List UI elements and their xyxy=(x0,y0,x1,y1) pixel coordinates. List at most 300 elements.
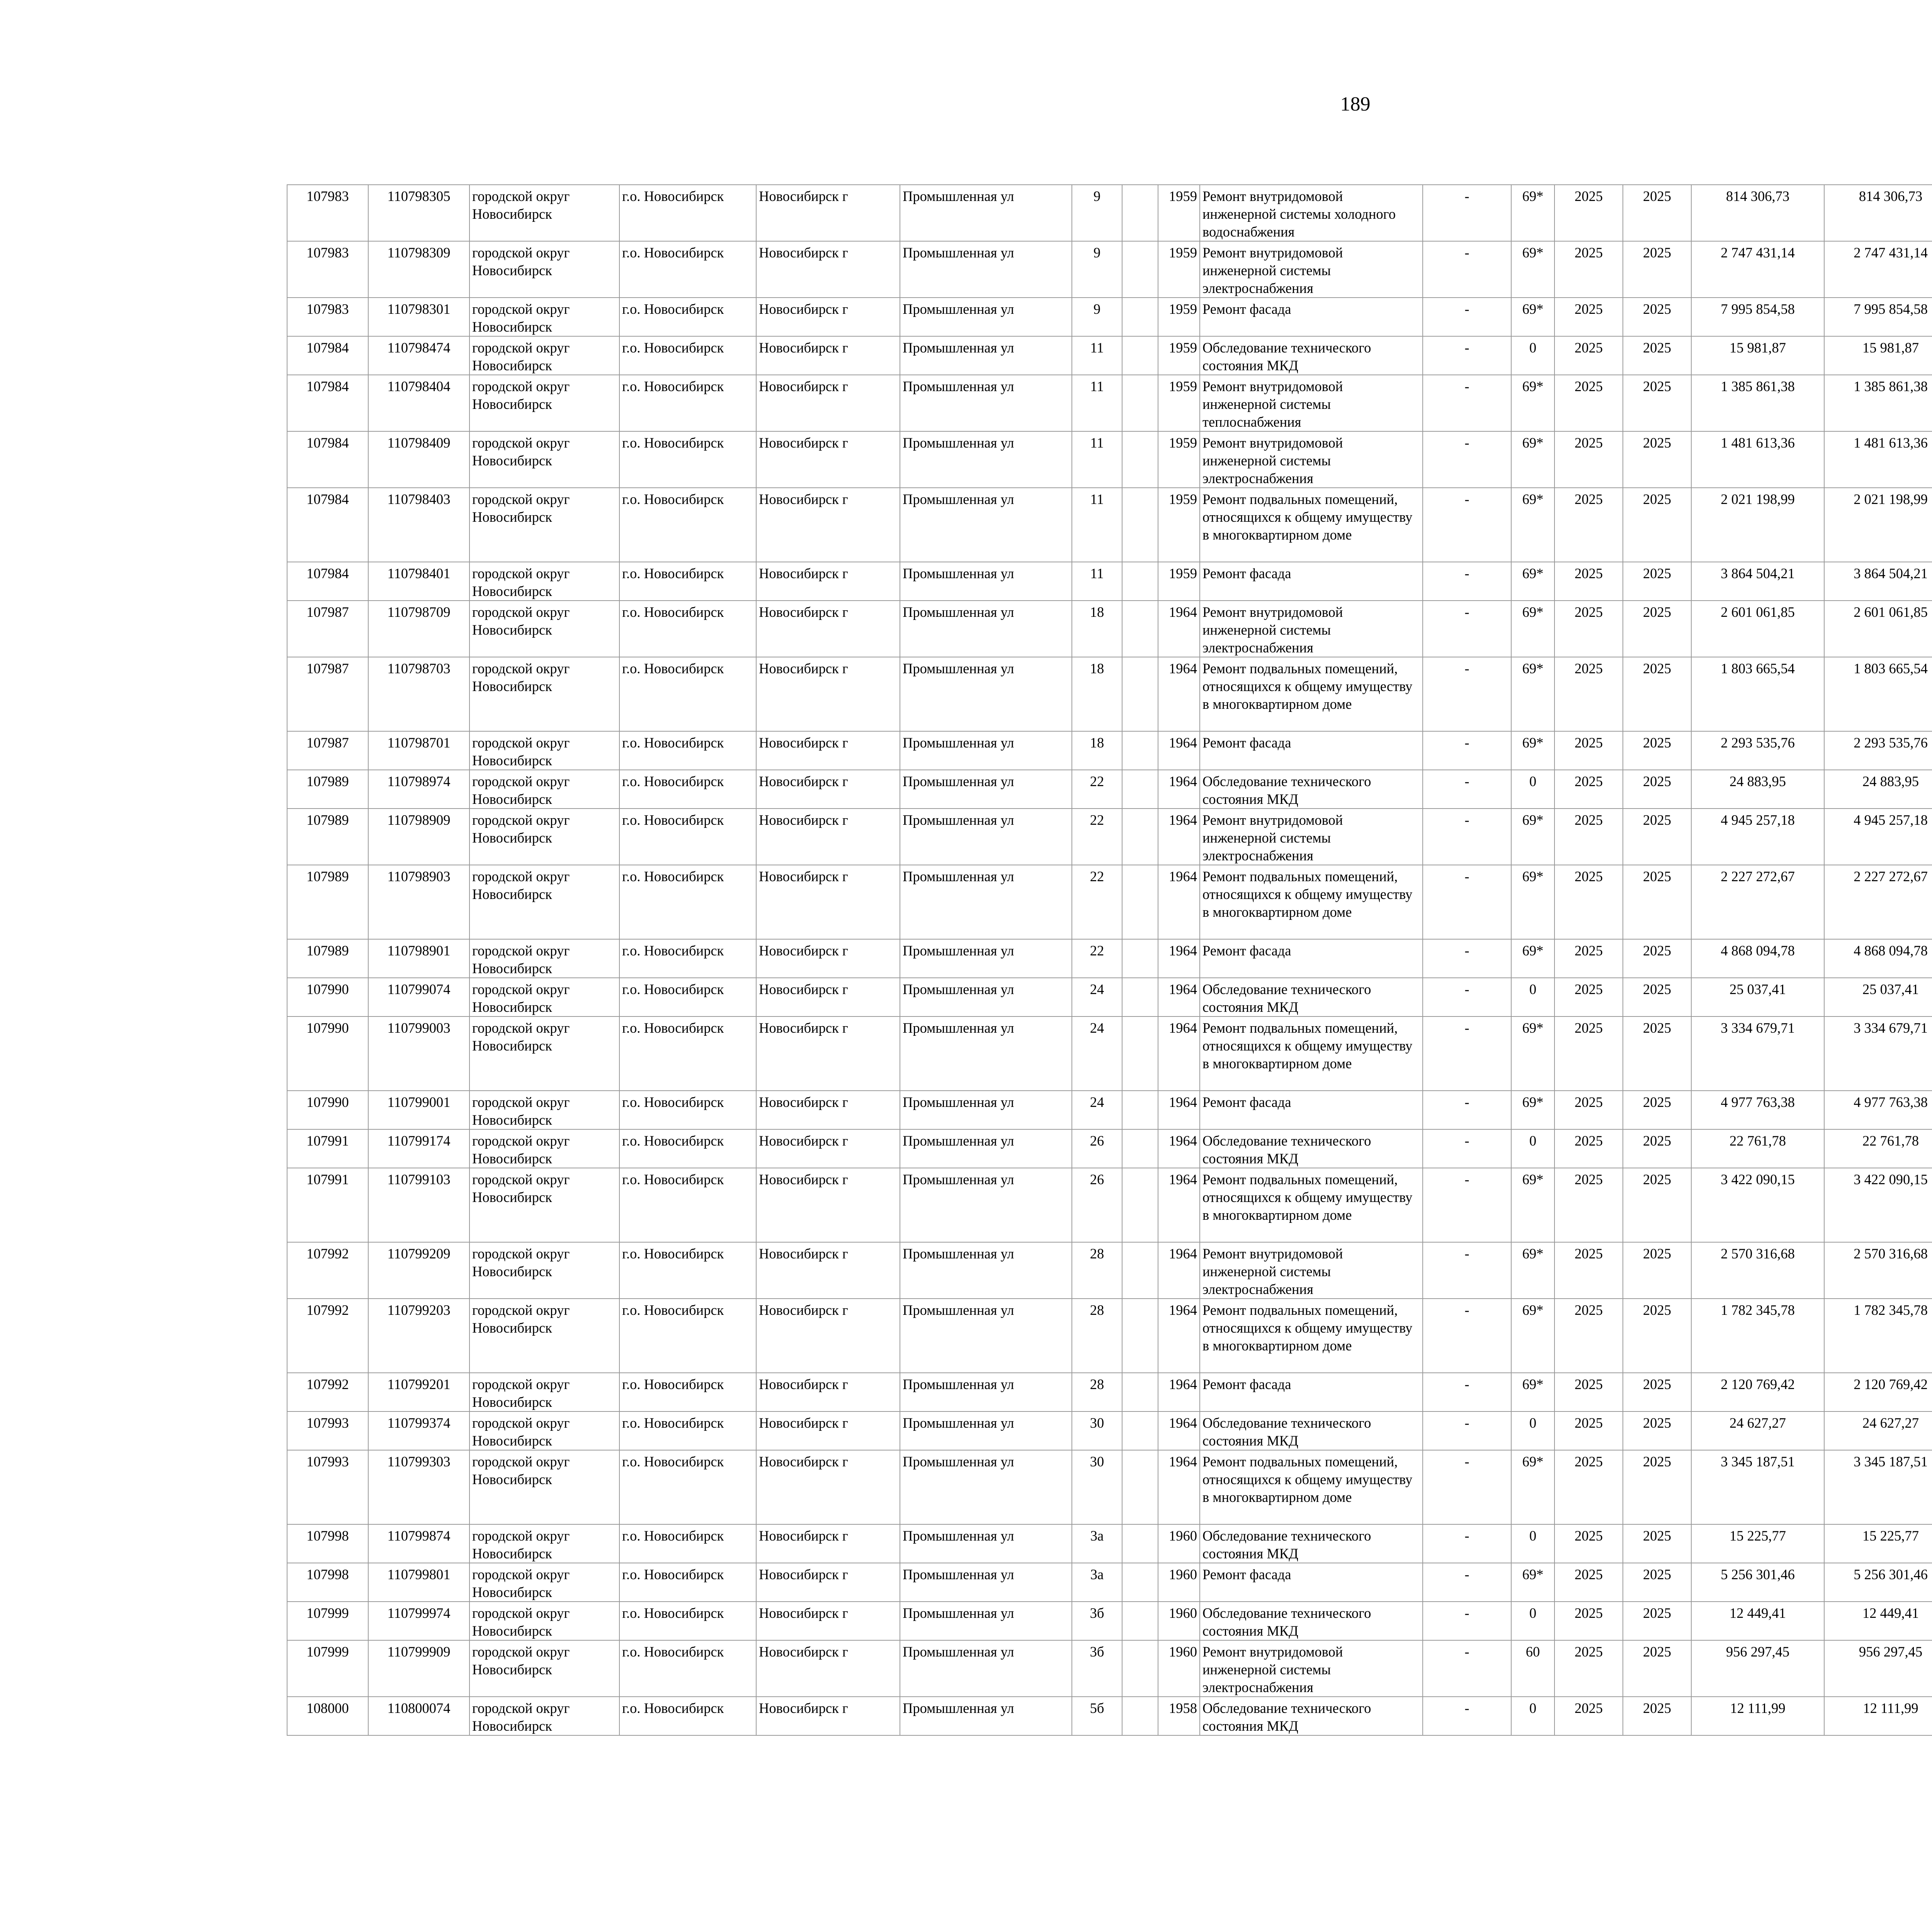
cell-municipality: городской округ Новосибирск xyxy=(469,1168,619,1242)
table-row xyxy=(287,601,1932,657)
cell-id: 107998 xyxy=(287,1563,368,1602)
cell-col-dash: - xyxy=(1423,185,1511,241)
cell-plan-year-start: 2025 xyxy=(1554,1450,1623,1524)
cell-plan-year-end: 2025 xyxy=(1623,1563,1691,1602)
cell-col-dash: - xyxy=(1423,1697,1511,1735)
cell-id: 107989 xyxy=(287,939,368,978)
cell-municipality: городской округ Новосибирск xyxy=(469,809,619,865)
table-row xyxy=(287,1450,1932,1524)
cell-building xyxy=(1122,1299,1158,1373)
cell-work-type: Ремонт внутридомовой инженерной системы электроснабжения xyxy=(1200,1640,1423,1697)
cell-plan-year-start: 2025 xyxy=(1554,1640,1623,1697)
cell-total-cost: 956 297,45 xyxy=(1691,1640,1824,1697)
cell-fund-cost: 24 627,27 xyxy=(1824,1411,1932,1450)
cell-house-number: 5б xyxy=(1072,1697,1122,1735)
cell-year-built: 1959 xyxy=(1158,241,1200,298)
cell-plan-year-start: 2025 xyxy=(1554,939,1623,978)
table-row xyxy=(287,1242,1932,1299)
cell-work-type: Ремонт фасада xyxy=(1200,1091,1423,1129)
cell-building xyxy=(1122,731,1158,770)
cell-street: Промышленная ул xyxy=(900,1640,1072,1697)
cell-year-built: 1959 xyxy=(1158,336,1200,375)
cell-plan-year-end: 2025 xyxy=(1623,488,1691,562)
cell-id: 107990 xyxy=(287,1016,368,1091)
table-row xyxy=(287,1563,1932,1602)
cell-year-built: 1960 xyxy=(1158,1640,1200,1697)
cell-municipality: городской округ Новосибирск xyxy=(469,185,619,241)
cell-fund-cost: 5 256 301,46 xyxy=(1824,1563,1932,1602)
cell-street: Промышленная ул xyxy=(900,336,1072,375)
cell-code: 110798301 xyxy=(368,298,469,336)
cell-house-number: 24 xyxy=(1072,978,1122,1016)
cell-work-type: Ремонт внутридомовой инженерной системы электроснабжения xyxy=(1200,809,1423,865)
cell-wear-percent: 69* xyxy=(1511,1563,1554,1602)
cell-year-built: 1960 xyxy=(1158,1602,1200,1640)
cell-building xyxy=(1122,185,1158,241)
cell-id: 107991 xyxy=(287,1129,368,1168)
cell-wear-percent: 69* xyxy=(1511,865,1554,939)
cell-street: Промышленная ул xyxy=(900,488,1072,562)
cell-work-type: Ремонт подвальных помещений, относящихся к общему имуществу в многоквартирном доме xyxy=(1200,488,1423,562)
cell-fund-cost: 4 977 763,38 xyxy=(1824,1091,1932,1129)
cell-work-type: Ремонт внутридомовой инженерной системы электроснабжения xyxy=(1200,601,1423,657)
cell-total-cost: 24 627,27 xyxy=(1691,1411,1824,1450)
cell-work-type: Ремонт подвальных помещений, относящихся к общему имуществу в многоквартирном доме xyxy=(1200,1450,1423,1524)
cell-wear-percent: 0 xyxy=(1511,978,1554,1016)
cell-wear-percent: 69* xyxy=(1511,431,1554,488)
cell-total-cost: 5 256 301,46 xyxy=(1691,1563,1824,1602)
cell-building xyxy=(1122,562,1158,601)
cell-work-type: Ремонт подвальных помещений, относящихся к общему имуществу в многоквартирном доме xyxy=(1200,1168,1423,1242)
cell-plan-year-end: 2025 xyxy=(1623,431,1691,488)
cell-wear-percent: 69* xyxy=(1511,601,1554,657)
cell-house-number: 18 xyxy=(1072,731,1122,770)
cell-fund-cost: 4 945 257,18 xyxy=(1824,809,1932,865)
cell-total-cost: 2 747 431,14 xyxy=(1691,241,1824,298)
cell-year-built: 1964 xyxy=(1158,1299,1200,1373)
cell-wear-percent: 0 xyxy=(1511,770,1554,809)
cell-fund-cost: 24 883,95 xyxy=(1824,770,1932,809)
cell-building xyxy=(1122,1697,1158,1735)
cell-street: Промышленная ул xyxy=(900,1697,1072,1735)
cell-municipal-district: г.о. Новосибирск xyxy=(619,939,756,978)
cell-building xyxy=(1122,978,1158,1016)
cell-id: 107984 xyxy=(287,562,368,601)
cell-plan-year-start: 2025 xyxy=(1554,1602,1623,1640)
cell-fund-cost: 2 227 272,67 xyxy=(1824,865,1932,939)
cell-code: 110799909 xyxy=(368,1640,469,1697)
cell-municipal-district: г.о. Новосибирск xyxy=(619,1299,756,1373)
cell-fund-cost: 7 995 854,58 xyxy=(1824,298,1932,336)
cell-work-type: Ремонт подвальных помещений, относящихся к общему имуществу в многоквартирном доме xyxy=(1200,1016,1423,1091)
cell-municipal-district: г.о. Новосибирск xyxy=(619,601,756,657)
cell-locality: Новосибирск г xyxy=(756,336,900,375)
cell-id: 107984 xyxy=(287,375,368,431)
cell-total-cost: 4 977 763,38 xyxy=(1691,1091,1824,1129)
cell-total-cost: 12 449,41 xyxy=(1691,1602,1824,1640)
cell-street: Промышленная ул xyxy=(900,185,1072,241)
cell-fund-cost: 2 120 769,42 xyxy=(1824,1373,1932,1411)
table-row xyxy=(287,1373,1932,1411)
table-row xyxy=(287,657,1932,731)
cell-municipality: городской округ Новосибирск xyxy=(469,770,619,809)
cell-total-cost: 2 021 198,99 xyxy=(1691,488,1824,562)
cell-work-type: Обследование технического состояния МКД xyxy=(1200,770,1423,809)
cell-building xyxy=(1122,336,1158,375)
cell-locality: Новосибирск г xyxy=(756,488,900,562)
cell-id: 107987 xyxy=(287,601,368,657)
cell-total-cost: 1 385 861,38 xyxy=(1691,375,1824,431)
cell-street: Промышленная ул xyxy=(900,1016,1072,1091)
cell-code: 110798409 xyxy=(368,431,469,488)
cell-plan-year-end: 2025 xyxy=(1623,601,1691,657)
cell-total-cost: 7 995 854,58 xyxy=(1691,298,1824,336)
cell-fund-cost: 956 297,45 xyxy=(1824,1640,1932,1697)
cell-municipal-district: г.о. Новосибирск xyxy=(619,1411,756,1450)
table-row xyxy=(287,1640,1932,1697)
cell-id: 107992 xyxy=(287,1299,368,1373)
cell-wear-percent: 69* xyxy=(1511,1091,1554,1129)
cell-house-number: 3б xyxy=(1072,1602,1122,1640)
cell-street: Промышленная ул xyxy=(900,1373,1072,1411)
cell-locality: Новосибирск г xyxy=(756,1129,900,1168)
table-row xyxy=(287,1411,1932,1450)
cell-locality: Новосибирск г xyxy=(756,1091,900,1129)
cell-locality: Новосибирск г xyxy=(756,1524,900,1563)
cell-wear-percent: 69* xyxy=(1511,241,1554,298)
cell-fund-cost: 25 037,41 xyxy=(1824,978,1932,1016)
cell-house-number: 26 xyxy=(1072,1129,1122,1168)
cell-id: 107993 xyxy=(287,1411,368,1450)
cell-municipality: городской округ Новосибирск xyxy=(469,336,619,375)
cell-municipality: городской округ Новосибирск xyxy=(469,1524,619,1563)
cell-col-dash: - xyxy=(1423,1640,1511,1697)
cell-work-type: Ремонт внутридомовой инженерной системы холодного водоснабжения xyxy=(1200,185,1423,241)
cell-locality: Новосибирск г xyxy=(756,431,900,488)
cell-fund-cost: 1 782 345,78 xyxy=(1824,1299,1932,1373)
cell-year-built: 1959 xyxy=(1158,375,1200,431)
cell-code: 110798701 xyxy=(368,731,469,770)
cell-street: Промышленная ул xyxy=(900,657,1072,731)
cell-locality: Новосибирск г xyxy=(756,1168,900,1242)
cell-fund-cost: 814 306,73 xyxy=(1824,185,1932,241)
cell-id: 107999 xyxy=(287,1640,368,1697)
cell-plan-year-start: 2025 xyxy=(1554,185,1623,241)
cell-wear-percent: 69* xyxy=(1511,1450,1554,1524)
cell-wear-percent: 0 xyxy=(1511,336,1554,375)
cell-locality: Новосибирск г xyxy=(756,865,900,939)
cell-col-dash: - xyxy=(1423,865,1511,939)
cell-municipality: городской округ Новосибирск xyxy=(469,562,619,601)
cell-col-dash: - xyxy=(1423,1411,1511,1450)
cell-building xyxy=(1122,1524,1158,1563)
cell-building xyxy=(1122,1640,1158,1697)
cell-code: 110799209 xyxy=(368,1242,469,1299)
cell-work-type: Обследование технического состояния МКД xyxy=(1200,978,1423,1016)
cell-building xyxy=(1122,865,1158,939)
cell-plan-year-start: 2025 xyxy=(1554,1373,1623,1411)
cell-municipality: городской округ Новосибирск xyxy=(469,488,619,562)
cell-fund-cost: 2 747 431,14 xyxy=(1824,241,1932,298)
cell-id: 107984 xyxy=(287,336,368,375)
cell-year-built: 1964 xyxy=(1158,1091,1200,1129)
cell-col-dash: - xyxy=(1423,1299,1511,1373)
cell-plan-year-start: 2025 xyxy=(1554,865,1623,939)
cell-locality: Новосибирск г xyxy=(756,1411,900,1450)
cell-house-number: 28 xyxy=(1072,1242,1122,1299)
cell-fund-cost: 2 293 535,76 xyxy=(1824,731,1932,770)
cell-year-built: 1964 xyxy=(1158,1450,1200,1524)
cell-year-built: 1964 xyxy=(1158,1129,1200,1168)
cell-work-type: Ремонт фасада xyxy=(1200,562,1423,601)
cell-municipal-district: г.о. Новосибирск xyxy=(619,1563,756,1602)
cell-work-type: Обследование технического состояния МКД xyxy=(1200,1524,1423,1563)
cell-work-type: Ремонт внутридомовой инженерной системы теплоснабжения xyxy=(1200,375,1423,431)
cell-street: Промышленная ул xyxy=(900,731,1072,770)
cell-col-dash: - xyxy=(1423,1242,1511,1299)
cell-plan-year-end: 2025 xyxy=(1623,1411,1691,1450)
cell-wear-percent: 69* xyxy=(1511,1373,1554,1411)
cell-municipal-district: г.о. Новосибирск xyxy=(619,1129,756,1168)
cell-total-cost: 2 120 769,42 xyxy=(1691,1373,1824,1411)
cell-fund-cost: 2 601 061,85 xyxy=(1824,601,1932,657)
cell-street: Промышленная ул xyxy=(900,1242,1072,1299)
table-row xyxy=(287,241,1932,298)
table-row xyxy=(287,1016,1932,1091)
cell-building xyxy=(1122,298,1158,336)
cell-street: Промышленная ул xyxy=(900,865,1072,939)
cell-building xyxy=(1122,601,1158,657)
cell-plan-year-end: 2025 xyxy=(1623,1299,1691,1373)
cell-municipal-district: г.о. Новосибирск xyxy=(619,657,756,731)
cell-plan-year-end: 2025 xyxy=(1623,770,1691,809)
cell-municipal-district: г.о. Новосибирск xyxy=(619,241,756,298)
cell-building xyxy=(1122,657,1158,731)
cell-municipal-district: г.о. Новосибирск xyxy=(619,1091,756,1129)
cell-building xyxy=(1122,939,1158,978)
cell-municipality: городской округ Новосибирск xyxy=(469,1411,619,1450)
cell-locality: Новосибирск г xyxy=(756,939,900,978)
table-row xyxy=(287,1524,1932,1563)
cell-locality: Новосибирск г xyxy=(756,978,900,1016)
cell-plan-year-start: 2025 xyxy=(1554,241,1623,298)
cell-code: 110799201 xyxy=(368,1373,469,1411)
table-row xyxy=(287,1602,1932,1640)
cell-house-number: 22 xyxy=(1072,865,1122,939)
cell-code: 110799103 xyxy=(368,1168,469,1242)
cell-street: Промышленная ул xyxy=(900,1563,1072,1602)
cell-building xyxy=(1122,809,1158,865)
cell-plan-year-end: 2025 xyxy=(1623,562,1691,601)
cell-wear-percent: 0 xyxy=(1511,1524,1554,1563)
cell-year-built: 1958 xyxy=(1158,1697,1200,1735)
cell-municipality: городской округ Новосибирск xyxy=(469,601,619,657)
cell-total-cost: 15 981,87 xyxy=(1691,336,1824,375)
cell-house-number: 3а xyxy=(1072,1524,1122,1563)
cell-house-number: 11 xyxy=(1072,562,1122,601)
table-row xyxy=(287,1697,1932,1735)
cell-municipality: городской округ Новосибирск xyxy=(469,1602,619,1640)
cell-municipality: городской округ Новосибирск xyxy=(469,1016,619,1091)
cell-wear-percent: 69* xyxy=(1511,488,1554,562)
cell-street: Промышленная ул xyxy=(900,562,1072,601)
cell-wear-percent: 69* xyxy=(1511,731,1554,770)
cell-locality: Новосибирск г xyxy=(756,1602,900,1640)
cell-year-built: 1964 xyxy=(1158,657,1200,731)
cell-street: Промышленная ул xyxy=(900,1411,1072,1450)
cell-work-type: Ремонт фасада xyxy=(1200,939,1423,978)
cell-plan-year-end: 2025 xyxy=(1623,1242,1691,1299)
cell-street: Промышленная ул xyxy=(900,375,1072,431)
cell-fund-cost: 3 334 679,71 xyxy=(1824,1016,1932,1091)
cell-street: Промышленная ул xyxy=(900,1091,1072,1129)
cell-fund-cost: 12 111,99 xyxy=(1824,1697,1932,1735)
cell-col-dash: - xyxy=(1423,731,1511,770)
cell-id: 107987 xyxy=(287,731,368,770)
cell-municipality: городской округ Новосибирск xyxy=(469,1129,619,1168)
cell-plan-year-start: 2025 xyxy=(1554,978,1623,1016)
cell-municipality: городской округ Новосибирск xyxy=(469,1563,619,1602)
cell-plan-year-start: 2025 xyxy=(1554,431,1623,488)
capital-repair-table xyxy=(287,184,1932,1736)
cell-total-cost: 3 864 504,21 xyxy=(1691,562,1824,601)
cell-plan-year-start: 2025 xyxy=(1554,1697,1623,1735)
cell-total-cost: 22 761,78 xyxy=(1691,1129,1824,1168)
cell-plan-year-start: 2025 xyxy=(1554,770,1623,809)
cell-col-dash: - xyxy=(1423,978,1511,1016)
cell-locality: Новосибирск г xyxy=(756,1242,900,1299)
cell-code: 110798474 xyxy=(368,336,469,375)
cell-house-number: 26 xyxy=(1072,1168,1122,1242)
cell-wear-percent: 69* xyxy=(1511,298,1554,336)
cell-plan-year-end: 2025 xyxy=(1623,657,1691,731)
cell-col-dash: - xyxy=(1423,770,1511,809)
cell-code: 110798909 xyxy=(368,809,469,865)
table-row xyxy=(287,375,1932,431)
cell-municipality: городской округ Новосибирск xyxy=(469,731,619,770)
cell-col-dash: - xyxy=(1423,1168,1511,1242)
cell-year-built: 1964 xyxy=(1158,1242,1200,1299)
cell-municipal-district: г.о. Новосибирск xyxy=(619,431,756,488)
cell-plan-year-start: 2025 xyxy=(1554,562,1623,601)
cell-total-cost: 2 570 316,68 xyxy=(1691,1242,1824,1299)
cell-municipality: городской округ Новосибирск xyxy=(469,1299,619,1373)
cell-municipality: городской округ Новосибирск xyxy=(469,431,619,488)
cell-street: Промышленная ул xyxy=(900,1450,1072,1524)
cell-locality: Новосибирск г xyxy=(756,1373,900,1411)
cell-wear-percent: 69* xyxy=(1511,562,1554,601)
cell-house-number: 11 xyxy=(1072,336,1122,375)
cell-municipal-district: г.о. Новосибирск xyxy=(619,375,756,431)
cell-fund-cost: 12 449,41 xyxy=(1824,1602,1932,1640)
cell-plan-year-end: 2025 xyxy=(1623,1129,1691,1168)
cell-plan-year-start: 2025 xyxy=(1554,1524,1623,1563)
cell-street: Промышленная ул xyxy=(900,1168,1072,1242)
table-row xyxy=(287,185,1932,241)
cell-id: 107983 xyxy=(287,241,368,298)
cell-street: Промышленная ул xyxy=(900,601,1072,657)
cell-locality: Новосибирск г xyxy=(756,809,900,865)
cell-municipality: городской округ Новосибирск xyxy=(469,375,619,431)
cell-plan-year-end: 2025 xyxy=(1623,939,1691,978)
cell-house-number: 11 xyxy=(1072,375,1122,431)
cell-municipal-district: г.о. Новосибирск xyxy=(619,1450,756,1524)
cell-plan-year-start: 2025 xyxy=(1554,809,1623,865)
cell-building xyxy=(1122,1411,1158,1450)
cell-plan-year-start: 2025 xyxy=(1554,601,1623,657)
cell-municipal-district: г.о. Новосибирск xyxy=(619,978,756,1016)
cell-work-type: Ремонт внутридомовой инженерной системы электроснабжения xyxy=(1200,1242,1423,1299)
cell-locality: Новосибирск г xyxy=(756,1450,900,1524)
table-row xyxy=(287,431,1932,488)
cell-code: 110799801 xyxy=(368,1563,469,1602)
cell-year-built: 1964 xyxy=(1158,1373,1200,1411)
cell-plan-year-start: 2025 xyxy=(1554,1016,1623,1091)
cell-building xyxy=(1122,375,1158,431)
cell-municipal-district: г.о. Новосибирск xyxy=(619,562,756,601)
cell-house-number: 9 xyxy=(1072,241,1122,298)
cell-street: Промышленная ул xyxy=(900,1129,1072,1168)
table-row xyxy=(287,731,1932,770)
cell-code: 110800074 xyxy=(368,1697,469,1735)
cell-plan-year-end: 2025 xyxy=(1623,1373,1691,1411)
cell-id: 107992 xyxy=(287,1373,368,1411)
cell-municipality: городской округ Новосибирск xyxy=(469,1450,619,1524)
cell-code: 110798401 xyxy=(368,562,469,601)
cell-house-number: 22 xyxy=(1072,770,1122,809)
cell-municipality: городской округ Новосибирск xyxy=(469,1242,619,1299)
cell-id: 107990 xyxy=(287,978,368,1016)
cell-year-built: 1959 xyxy=(1158,562,1200,601)
cell-street: Промышленная ул xyxy=(900,1602,1072,1640)
cell-house-number: 11 xyxy=(1072,488,1122,562)
cell-code: 110798709 xyxy=(368,601,469,657)
cell-municipal-district: г.о. Новосибирск xyxy=(619,298,756,336)
cell-total-cost: 15 225,77 xyxy=(1691,1524,1824,1563)
cell-plan-year-start: 2025 xyxy=(1554,1242,1623,1299)
table-row xyxy=(287,1299,1932,1373)
cell-col-dash: - xyxy=(1423,1524,1511,1563)
cell-col-dash: - xyxy=(1423,1602,1511,1640)
cell-plan-year-end: 2025 xyxy=(1623,731,1691,770)
cell-house-number: 24 xyxy=(1072,1016,1122,1091)
cell-house-number: 3а xyxy=(1072,1563,1122,1602)
cell-plan-year-start: 2025 xyxy=(1554,375,1623,431)
cell-code: 110798404 xyxy=(368,375,469,431)
cell-building xyxy=(1122,1091,1158,1129)
cell-house-number: 30 xyxy=(1072,1411,1122,1450)
cell-municipal-district: г.о. Новосибирск xyxy=(619,1524,756,1563)
table-row xyxy=(287,1091,1932,1129)
cell-wear-percent: 0 xyxy=(1511,1602,1554,1640)
cell-house-number: 9 xyxy=(1072,185,1122,241)
cell-code: 110798974 xyxy=(368,770,469,809)
cell-locality: Новосибирск г xyxy=(756,1016,900,1091)
cell-year-built: 1964 xyxy=(1158,1411,1200,1450)
cell-locality: Новосибирск г xyxy=(756,731,900,770)
cell-year-built: 1964 xyxy=(1158,809,1200,865)
cell-year-built: 1960 xyxy=(1158,1524,1200,1563)
cell-col-dash: - xyxy=(1423,562,1511,601)
cell-plan-year-end: 2025 xyxy=(1623,336,1691,375)
cell-building xyxy=(1122,431,1158,488)
cell-year-built: 1964 xyxy=(1158,601,1200,657)
cell-plan-year-start: 2025 xyxy=(1554,298,1623,336)
cell-building xyxy=(1122,488,1158,562)
cell-plan-year-end: 2025 xyxy=(1623,1091,1691,1129)
cell-col-dash: - xyxy=(1423,939,1511,978)
cell-work-type: Обследование технического состояния МКД xyxy=(1200,1129,1423,1168)
